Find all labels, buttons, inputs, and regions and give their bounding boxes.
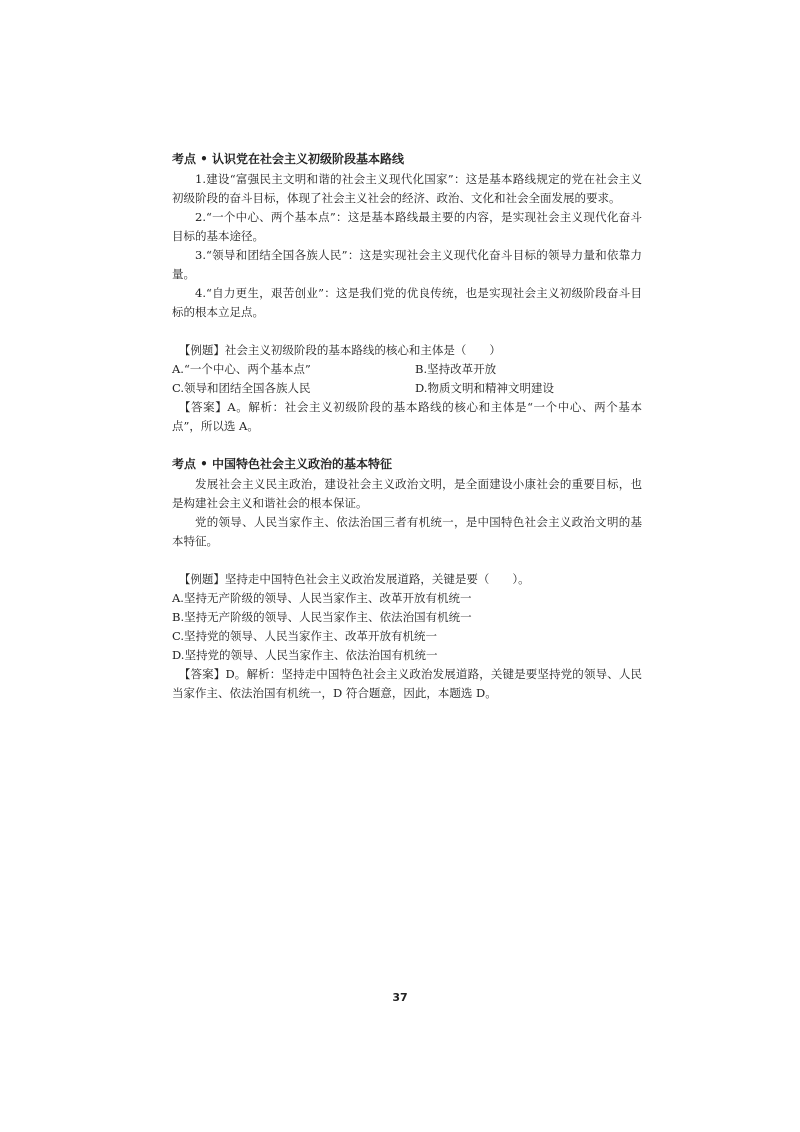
- paragraph-2: 党的领导、人民当家作主、依法治国三者有机统一，是中国特色社会主义政治文明的基本特征。: [172, 515, 642, 548]
- option-d: D.物质文明和精神文明建设: [415, 381, 554, 395]
- paragraph-1: 发展社会主义民主政治，建设社会主义政治文明，是全面建设小康社会的重要目标，也是构建社会主义和谐社会的根本保证。: [172, 477, 642, 510]
- option-b: B.坚持改革开放: [415, 362, 497, 376]
- option-a: A.“一个中心、两个基本点”: [172, 362, 311, 376]
- option-a: A.坚持无产阶级的领导、人民当家作主、改革开放有机统一: [172, 591, 472, 605]
- option-b: B.坚持无产阶级的领导、人民当家作主、依法治国有机统一: [172, 610, 472, 624]
- section-heading-political-features: 考点 • 中国特色社会主义政治的基本特征: [172, 457, 393, 471]
- example-answer-1: 【答案】A。解析：社会主义初级阶段的基本路线的核心和主体是“一个中心、两个基本点”，所以选 A。: [172, 400, 642, 433]
- document-page: [172, 150, 642, 703]
- option-c: C.领导和团结全国各族人民: [172, 381, 311, 395]
- spacer: [172, 322, 642, 341]
- point-3: 3.“领导和团结全国各族人民”：这是实现社会主义现代化奋斗目标的领导力量和依靠力量。: [172, 248, 642, 281]
- option-d: D.坚持党的领导、人民当家作主、依法治国有机统一: [172, 648, 438, 662]
- option-c: C.坚持党的领导、人民当家作主、改革开放有机统一: [172, 629, 438, 643]
- example-question-1: 【例题】社会主义初级阶段的基本路线的核心和主体是（ ）: [178, 343, 501, 357]
- spacer: [172, 436, 642, 455]
- section-heading-basic-line: 考点 • 认识党在社会主义初级阶段基本路线: [172, 152, 405, 166]
- point-4: 4.“自力更生，艰苦创业”：这是我们党的优良传统，也是实现社会主义初级阶段奋斗目标的根本立足点。: [172, 286, 642, 319]
- spacer: [172, 551, 642, 570]
- point-1: 1.建设“富强民主文明和谐的社会主义现代化国家”：这是基本路线规定的党在社会主义初级阶段的奋斗目标，体现了社会主义社会的经济、政治、文化和社会全面发展的要求。: [172, 172, 642, 205]
- example-options-1: [172, 360, 642, 398]
- example-question-2: 【例题】坚持走中国特色社会主义政治发展道路，关键是要（ ）。: [178, 572, 530, 586]
- example-options-2: [172, 589, 642, 665]
- example-answer-2: 【答案】D。解析：坚持走中国特色社会主义政治发展道路，关键是要坚持党的领导、人民当家作主、依法治国有机统一，D 符合题意，因此，本题选 D。: [172, 667, 642, 700]
- point-2: 2.“一个中心、两个基本点”：这是基本路线最主要的内容，是实现社会主义现代化奋斗目标的基本途径。: [172, 210, 642, 243]
- page-number: 37: [392, 991, 408, 1004]
